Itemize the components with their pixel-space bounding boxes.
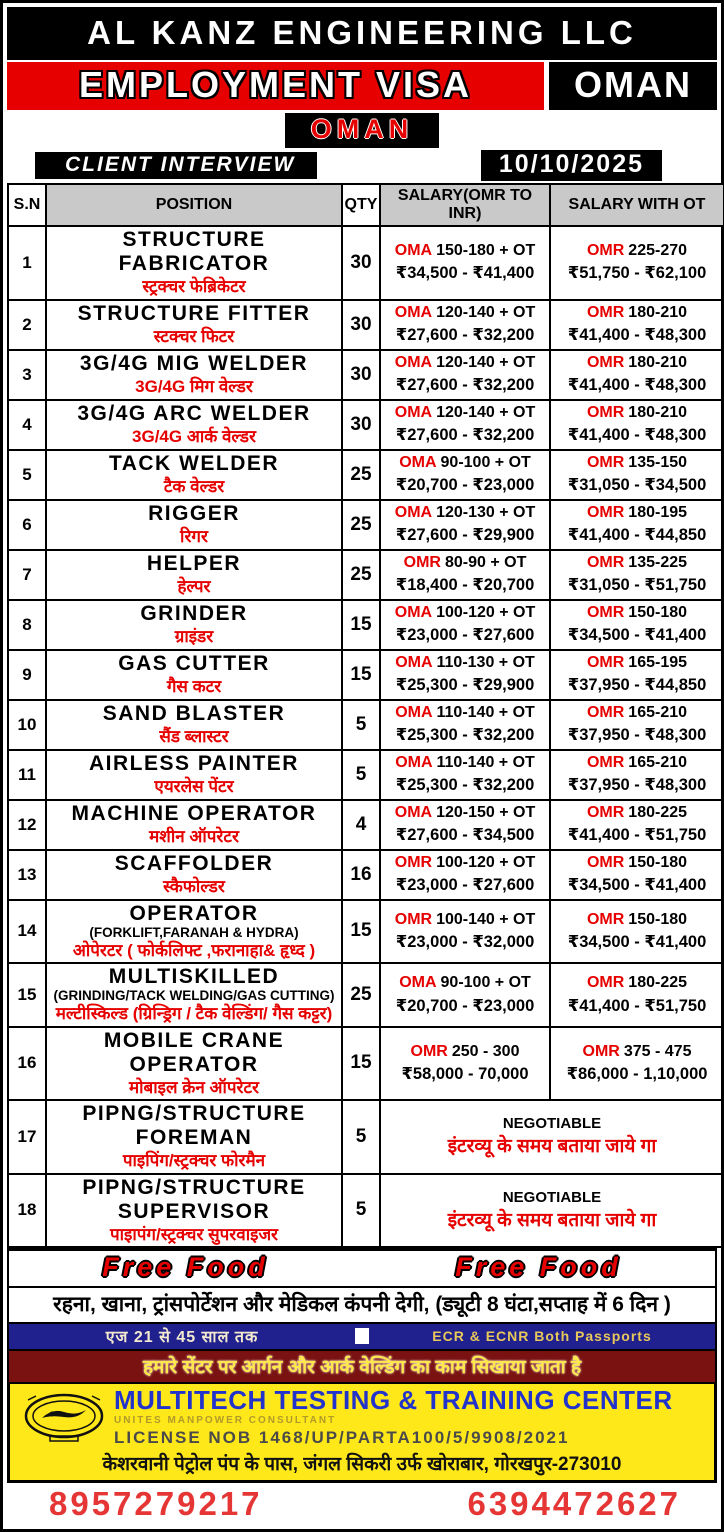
position-name-hindi: हेल्पर xyxy=(177,576,211,596)
salary-ot-omr: OMR 150-180 xyxy=(586,853,688,871)
table-row xyxy=(8,963,724,1027)
table-row xyxy=(8,700,724,750)
table-row xyxy=(8,1174,724,1248)
row-qty: 30 xyxy=(342,226,380,300)
employment-visa-banner: EMPLOYMENT VISA xyxy=(7,62,544,110)
table-row xyxy=(8,350,724,400)
salary-ot-inr: ₹41,400 - ₹51,750 xyxy=(567,996,707,1015)
salary-inr: ₹20,700 - ₹23,000 xyxy=(395,476,535,495)
salary-ot-inr: ₹41,400 - ₹51,750 xyxy=(567,826,707,845)
training-center-name: MULTITECH TESTING & TRAINING CENTER xyxy=(114,1385,673,1416)
salary-ot-cell xyxy=(550,963,724,1027)
position-name-hindi: 3G/4G मिग वेल्डर xyxy=(135,376,253,396)
salary-inr: ₹23,000 - ₹27,600 xyxy=(395,876,535,895)
salary-omr: OMR 100-120 + OT xyxy=(394,853,536,871)
row-sn: 10 xyxy=(8,700,46,750)
position-name-hindi: स्ट्रक्चर फेब्रिकेटर xyxy=(142,277,246,297)
position-cell xyxy=(46,750,342,800)
salary-ot-inr: ₹41,400 - ₹48,300 xyxy=(567,376,707,395)
salary-ot-cell xyxy=(550,1027,724,1101)
currency-label: OMR xyxy=(586,753,625,771)
salary-ot-omr: OMR 165-195 xyxy=(586,653,688,671)
salary-cell xyxy=(380,400,550,450)
currency-label: OMR xyxy=(586,353,625,371)
salary-ot-omr: OMR 180-195 xyxy=(586,503,688,521)
position-cell xyxy=(46,850,342,900)
position-name: TACK WELDER xyxy=(108,451,280,475)
salary-cell xyxy=(380,550,550,600)
country-tag: OMAN xyxy=(549,62,717,110)
row-qty: 25 xyxy=(342,500,380,550)
currency-label: OMR xyxy=(586,503,625,521)
row-qty: 25 xyxy=(342,450,380,500)
position-name: PIPNG/STRUCTURE FOREMAN xyxy=(82,1102,306,1150)
row-qty: 16 xyxy=(342,850,380,900)
salary-ot-cell xyxy=(550,450,724,500)
table-row xyxy=(8,450,724,500)
position-cell xyxy=(46,350,342,400)
salary-ot-cell xyxy=(550,600,724,650)
salary-cell xyxy=(380,226,550,300)
salary-cell xyxy=(380,750,550,800)
position-name-hindi: स्कैफोल्डर xyxy=(163,876,225,896)
currency-label: OMR xyxy=(586,453,625,471)
salary-ot-inr: ₹31,050 - ₹51,750 xyxy=(567,576,707,595)
salary-ot-cell xyxy=(550,900,724,964)
position-cell xyxy=(46,300,342,350)
currency-label: OMR xyxy=(586,553,625,571)
position-name: SCAFFOLDER xyxy=(114,851,274,875)
currency-label: OMR xyxy=(394,910,433,928)
currency-label: OMA xyxy=(394,603,433,621)
row-sn: 4 xyxy=(8,400,46,450)
negotiable-label-hindi: इंटरव्यू के समय बताया जाये गा xyxy=(447,1136,657,1158)
currency-label: OMR xyxy=(394,853,433,871)
table-row xyxy=(8,900,724,964)
salary-cell xyxy=(380,650,550,700)
salary-ot-omr: OMR 165-210 xyxy=(586,703,688,721)
salary-ot-cell xyxy=(550,350,724,400)
salary-omr: OMA 110-140 + OT xyxy=(395,753,535,771)
salary-ot-inr: ₹41,400 - ₹44,850 xyxy=(567,526,707,545)
position-name: RIGGER xyxy=(148,501,240,525)
salary-ot-cell xyxy=(550,850,724,900)
salary-inr: ₹25,300 - ₹32,200 xyxy=(395,726,535,745)
salary-ot-omr: OMR 180-225 xyxy=(586,803,688,821)
currency-label: OMR xyxy=(586,853,625,871)
position-name: STRUCTURE FITTER xyxy=(77,301,311,325)
position-cell xyxy=(46,400,342,450)
table-row xyxy=(8,650,724,700)
salary-ot-inr: ₹34,500 - ₹41,400 xyxy=(567,932,707,951)
position-cell xyxy=(46,900,342,964)
salary-ot-cell xyxy=(550,750,724,800)
salary-omr: OMA 110-130 + OT xyxy=(395,653,535,671)
position-cell xyxy=(46,450,342,500)
salary-inr: ₹58,000 - 70,000 xyxy=(401,1065,529,1084)
salary-omr: OMR 250 - 300 xyxy=(410,1042,520,1060)
salary-omr: OMA 120-130 + OT xyxy=(394,503,536,521)
position-name: OPERATOR xyxy=(129,901,259,925)
table-row xyxy=(8,600,724,650)
salary-omr: OMA 90-100 + OT xyxy=(399,974,531,992)
salary-ot-omr: OMR 135-225 xyxy=(586,553,688,571)
position-cell xyxy=(46,500,342,550)
currency-label: OMR xyxy=(586,910,625,928)
position-name: 3G/4G MIG WELDER xyxy=(79,351,309,375)
positions-table xyxy=(7,183,724,1248)
position-name-hindi: ओपेरटर ( फोर्कलिफ्ट ,फरानाहा& हृध्द ) xyxy=(72,940,316,960)
currency-label: OMR xyxy=(586,303,625,321)
salary-ot-omr: OMR 180-210 xyxy=(586,353,688,371)
row-qty: 5 xyxy=(342,1100,380,1174)
negotiable-label: NEGOTIABLE xyxy=(502,1115,602,1133)
row-qty: 5 xyxy=(342,700,380,750)
row-sn: 9 xyxy=(8,650,46,700)
salary-inr: ₹25,300 - ₹29,900 xyxy=(395,676,535,695)
position-name: SAND BLASTER xyxy=(102,701,286,725)
salary-inr: ₹23,000 - ₹32,000 xyxy=(395,932,535,951)
position-name-hindi: स्टक्चर फिटर xyxy=(153,326,235,346)
row-sn: 8 xyxy=(8,600,46,650)
position-subtitle: (FORKLIFT,FARANAH & HYDRA) xyxy=(89,924,299,940)
salary-ot-cell xyxy=(550,300,724,350)
salary-omr: OMR 80-90 + OT xyxy=(403,553,527,571)
row-qty: 15 xyxy=(342,650,380,700)
row-qty: 25 xyxy=(342,550,380,600)
country-bar-row xyxy=(7,113,717,148)
salary-ot-cell xyxy=(550,400,724,450)
salary-ot-inr: ₹31,050 - ₹34,500 xyxy=(567,476,707,495)
training-note: हमारे सेंटर पर आर्गन और आर्क वेल्डिंग का काम सिखाया जाता है xyxy=(7,1351,717,1384)
salary-cell xyxy=(380,850,550,900)
salary-ot-inr: ₹34,500 - ₹41,400 xyxy=(567,876,707,895)
salary-ot-omr: OMR 165-210 xyxy=(586,753,688,771)
row-qty: 15 xyxy=(342,900,380,964)
row-sn: 15 xyxy=(8,963,46,1027)
salary-ot-omr: OMR 180-210 xyxy=(586,303,688,321)
row-qty: 30 xyxy=(342,300,380,350)
table-row xyxy=(8,500,724,550)
multitech-emblem-logo xyxy=(14,1387,114,1448)
license-number: LICENSE NOB 1468/UP/PARTA100/5/9908/2021 xyxy=(114,1427,570,1447)
salary-omr: OMA 120-140 + OT xyxy=(394,303,536,321)
salary-inr: ₹27,600 - ₹34,500 xyxy=(395,826,535,845)
currency-label: OMA xyxy=(394,803,433,821)
training-center-subtitle: UNITES MANPOWER CONSULTANT xyxy=(114,1414,337,1426)
currency-label: OMR xyxy=(586,974,625,992)
position-cell xyxy=(46,600,342,650)
currency-label: OMA xyxy=(395,753,433,771)
position-cell xyxy=(46,1027,342,1101)
company-title: AL KANZ ENGINEERING LLC xyxy=(7,7,717,60)
position-name-hindi: पाइपिंग/स्ट्रक्चर फोरमैन xyxy=(122,1151,266,1171)
position-name-hindi: पाइापंग/स्ट्रक्चर सुपरवाइजर xyxy=(109,1225,279,1244)
salary-inr: ₹18,400 - ₹20,700 xyxy=(395,576,535,595)
row-sn: 3 xyxy=(8,350,46,400)
position-name: HELPER xyxy=(146,551,242,575)
table-header-row xyxy=(8,184,724,226)
phone-number-right: 6394472627 xyxy=(467,1484,681,1522)
row-sn: 17 xyxy=(8,1100,46,1174)
position-name-hindi: मशीन ऑपरेटर xyxy=(149,826,239,846)
salary-cell xyxy=(380,450,550,500)
salary-cell xyxy=(380,900,550,964)
row-sn: 13 xyxy=(8,850,46,900)
row-qty: 15 xyxy=(342,1027,380,1101)
row-qty: 5 xyxy=(342,750,380,800)
salary-ot-inr: ₹86,000 - 1,10,000 xyxy=(566,1065,708,1084)
currency-label: OMR xyxy=(586,703,625,721)
row-qty: 15 xyxy=(342,600,380,650)
negotiable-label: NEGOTIABLE xyxy=(502,1188,602,1206)
position-name-hindi: एयरलेस पेंटर xyxy=(154,776,234,796)
row-qty: 4 xyxy=(342,800,380,850)
salary-ot-cell xyxy=(550,650,724,700)
col-header-qty: QTY xyxy=(342,184,380,226)
position-name-hindi: रिगर xyxy=(180,526,208,546)
salary-ot-cell xyxy=(550,226,724,300)
row-sn: 7 xyxy=(8,550,46,600)
position-name: 3G/4G ARC WELDER xyxy=(77,401,311,425)
row-qty: 5 xyxy=(342,1174,380,1248)
position-name: MOBILE CRANE OPERATOR xyxy=(103,1028,285,1076)
position-name-hindi: ग्राइंडर xyxy=(174,626,214,646)
salary-ot-cell xyxy=(550,500,724,550)
salary-ot-inr: ₹37,950 - ₹48,300 xyxy=(567,726,707,745)
negotiable-cell xyxy=(380,1100,724,1174)
salary-ot-inr: ₹41,400 - ₹48,300 xyxy=(567,426,707,445)
salary-inr: ₹27,600 - ₹32,200 xyxy=(395,426,535,445)
col-header-sn: S.N xyxy=(8,184,46,226)
table-row xyxy=(8,850,724,900)
salary-ot-omr: OMR 225-270 xyxy=(586,242,688,260)
row-sn: 1 xyxy=(8,226,46,300)
currency-label: OMR xyxy=(586,603,625,621)
row-sn: 14 xyxy=(8,900,46,964)
position-cell xyxy=(46,226,342,300)
salary-inr: ₹27,600 - ₹32,200 xyxy=(395,326,535,345)
table-row xyxy=(8,800,724,850)
position-name: GRINDER xyxy=(140,601,248,625)
salary-inr: ₹27,600 - ₹32,200 xyxy=(395,376,535,395)
training-center-panel xyxy=(7,1384,717,1482)
row-qty: 25 xyxy=(342,963,380,1027)
salary-ot-cell xyxy=(550,700,724,750)
table-row xyxy=(8,1027,724,1101)
position-name-hindi: 3G/4G आर्क वेल्डर xyxy=(132,426,256,446)
salary-ot-inr: ₹37,950 - ₹44,850 xyxy=(567,676,707,695)
currency-label: OMA xyxy=(394,403,433,421)
age-range-label: एज 21 से 45 साल तक xyxy=(105,1329,259,1347)
country-bar: OMAN xyxy=(285,113,440,148)
currency-label: OMR xyxy=(586,242,625,260)
table-row xyxy=(8,226,724,300)
age-passport-bar xyxy=(7,1324,717,1351)
negotiable-cell xyxy=(380,1174,724,1248)
position-name: AIRLESS PAINTER xyxy=(89,751,299,775)
row-qty: 30 xyxy=(342,350,380,400)
phone-number-left: 8957279217 xyxy=(49,1484,263,1522)
currency-label: OMA xyxy=(399,453,437,471)
table-row xyxy=(8,750,724,800)
salary-ot-omr: OMR 135-150 xyxy=(586,453,688,471)
position-name: STRUCTURE FABRICATOR xyxy=(118,228,270,276)
currency-label: OMA xyxy=(394,353,433,371)
col-header-position: POSITION xyxy=(46,184,342,226)
row-qty: 30 xyxy=(342,400,380,450)
passport-type-label: ECR & ECNR Both Passports xyxy=(432,1328,652,1345)
salary-ot-omr: OMR 375 - 475 xyxy=(582,1042,692,1060)
currency-label: OMR xyxy=(403,553,441,571)
interview-row xyxy=(7,150,717,181)
salary-inr: ₹23,000 - ₹27,600 xyxy=(395,626,535,645)
salary-omr: OMA 120-140 + OT xyxy=(394,353,536,371)
client-interview-label: CLIENT INTERVIEW xyxy=(35,152,317,179)
salary-ot-omr: OMR 150-180 xyxy=(586,910,688,928)
row-sn: 18 xyxy=(8,1174,46,1248)
salary-ot-omr: OMR 150-180 xyxy=(586,603,688,621)
position-cell xyxy=(46,963,342,1027)
salary-ot-cell xyxy=(550,800,724,850)
salary-omr: OMA 90-100 + OT xyxy=(399,453,531,471)
salary-ot-inr: ₹37,950 - ₹48,300 xyxy=(567,776,707,795)
row-sn: 6 xyxy=(8,500,46,550)
currency-label: OMR xyxy=(582,1042,620,1060)
position-name: PIPNG/STRUCTURE SUPERVISOR xyxy=(82,1175,306,1223)
col-header-salary-ot: SALARY WITH OT xyxy=(550,184,724,226)
position-name: MULTISKILLED xyxy=(108,965,280,989)
position-name-hindi: मल्टीस्किल्ड (ग्रिन्ड्रिग / टैक वेल्डिंग/ गैस कट्टर) xyxy=(55,1004,333,1024)
phone-bar xyxy=(7,1483,717,1529)
free-food-bar xyxy=(7,1248,717,1288)
row-sn: 12 xyxy=(8,800,46,850)
salary-inr: ₹20,700 - ₹23,000 xyxy=(395,996,535,1015)
salary-ot-cell xyxy=(550,550,724,600)
salary-ot-inr: ₹34,500 - ₹41,400 xyxy=(567,626,707,645)
salary-ot-omr: OMR 180-225 xyxy=(586,974,688,992)
position-name-hindi: गैस कटर xyxy=(166,676,222,696)
currency-label: OMA xyxy=(395,703,433,721)
table-row xyxy=(8,300,724,350)
salary-omr: OMA 120-140 + OT xyxy=(394,403,536,421)
salary-ot-inr: ₹41,400 - ₹48,300 xyxy=(567,326,707,345)
position-name-hindi: सैंड ब्लास्टर xyxy=(159,726,229,746)
salary-cell xyxy=(380,963,550,1027)
free-food-left: Free Food xyxy=(102,1252,269,1283)
position-cell xyxy=(46,700,342,750)
row-sn: 5 xyxy=(8,450,46,500)
position-name-hindi: मोबाइल क्रेन ऑपरेटर xyxy=(128,1077,259,1097)
position-name-hindi: टैक वेल्डर xyxy=(163,476,225,496)
position-cell xyxy=(46,800,342,850)
salary-cell xyxy=(380,700,550,750)
position-cell xyxy=(46,650,342,700)
currency-label: OMR xyxy=(586,653,625,671)
salary-omr: OMA 150-180 + OT xyxy=(394,242,536,260)
currency-label: OMA xyxy=(394,242,433,260)
benefits-line: रहना, खाना, ट्रांसपोर्टेशन और मेडिकल कंपनी देगी, (ड्यूटी 8 घंटा,सप्ताह में 6 दिन ) xyxy=(7,1288,717,1324)
position-name: MACHINE OPERATOR xyxy=(71,801,317,825)
negotiable-label-hindi: इंटरव्यू के समय बताया जाये गा xyxy=(447,1209,657,1231)
salary-cell xyxy=(380,300,550,350)
salary-ot-inr: ₹51,750 - ₹62,100 xyxy=(567,264,707,283)
bar-divider xyxy=(355,1328,369,1344)
position-subtitle: (GRINDING/TACK WELDING/GAS CUTTING) xyxy=(53,988,335,1004)
currency-label: OMA xyxy=(394,503,433,521)
position-cell xyxy=(46,1100,342,1174)
table-row xyxy=(8,550,724,600)
salary-inr: ₹27,600 - ₹29,900 xyxy=(395,526,535,545)
interview-date: 10/10/2025 xyxy=(481,150,662,181)
position-name: GAS CUTTER xyxy=(118,651,270,675)
row-sn: 2 xyxy=(8,300,46,350)
currency-label: OMR xyxy=(586,403,625,421)
row-sn: 16 xyxy=(8,1027,46,1101)
currency-label: OMA xyxy=(394,303,433,321)
currency-label: OMA xyxy=(395,653,433,671)
currency-label: OMA xyxy=(399,974,437,992)
table-row xyxy=(8,1100,724,1174)
salary-cell xyxy=(380,600,550,650)
salary-omr: OMA 120-150 + OT xyxy=(394,803,536,821)
salary-cell xyxy=(380,350,550,400)
table-row xyxy=(8,400,724,450)
salary-inr: ₹34,500 - ₹41,400 xyxy=(395,264,535,283)
col-header-salary: SALARY(OMR TO INR) xyxy=(380,184,550,226)
position-cell xyxy=(46,550,342,600)
salary-inr: ₹25,300 - ₹32,200 xyxy=(395,776,535,795)
currency-label: OMR xyxy=(410,1042,448,1060)
salary-omr: OMA 110-140 + OT xyxy=(395,703,535,721)
salary-cell xyxy=(380,1027,550,1101)
salary-omr: OMR 100-140 + OT xyxy=(394,910,536,928)
free-food-right: Free Food xyxy=(455,1252,622,1283)
salary-cell xyxy=(380,500,550,550)
salary-ot-omr: OMR 180-210 xyxy=(586,403,688,421)
center-address: केशरवानी पेट्रोल पंप के पास, जंगल सिकरी उर्फ खोराबार, गोरखपुर-273010 xyxy=(102,1453,622,1475)
position-cell xyxy=(46,1174,342,1248)
currency-label: OMR xyxy=(586,803,625,821)
row-sn: 11 xyxy=(8,750,46,800)
visa-header-row xyxy=(7,62,717,110)
salary-omr: OMA 100-120 + OT xyxy=(394,603,536,621)
salary-cell xyxy=(380,800,550,850)
